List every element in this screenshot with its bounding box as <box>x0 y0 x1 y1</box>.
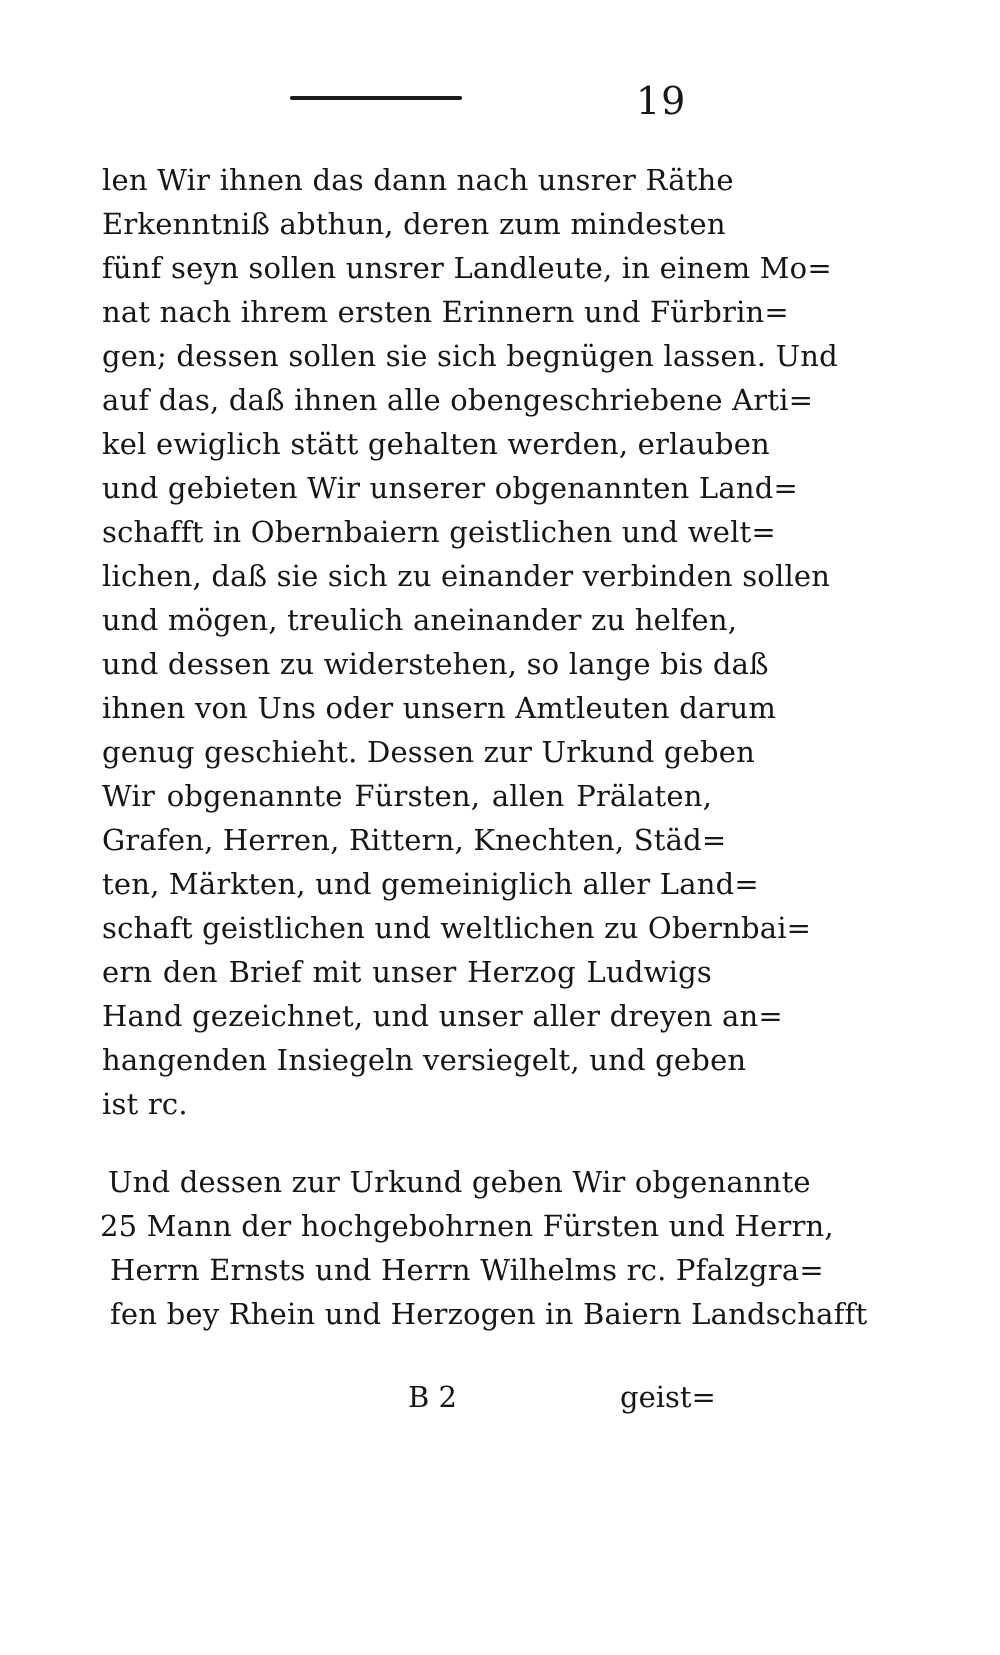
text-line: schafft in Obernbaiern geistlichen und welt= <box>102 515 776 549</box>
text-line: Hand gezeichnet, und unser aller dreyen an= <box>102 999 783 1033</box>
text-line: und mögen, treulich aneinander zu helfen, <box>102 603 738 637</box>
text-line: nat nach ihrem ersten Erinnern und Fürbrin= <box>102 295 789 329</box>
text-line: ern den Brief mit unser Herzog Ludwigs <box>102 955 712 989</box>
text-line: lichen, daß sie sich zu einander verbinden sollen <box>102 559 831 593</box>
text-line: auf das, daß ihnen alle obengeschriebene Arti= <box>102 383 814 417</box>
text-line: ten, Märkten, und gemeiniglich aller Land= <box>102 867 759 901</box>
text-line: Wir obgenannte Fürsten, allen Prälaten, <box>102 779 712 813</box>
text-line: und gebieten Wir unserer obgenannten Land= <box>102 471 799 505</box>
text-line: 25 Mann der hochgebohrnen Fürsten und Herrn, <box>100 1209 834 1243</box>
text-line: gen; dessen sollen sie sich begnügen lassen. Und <box>102 339 838 373</box>
text-line: Herrn Ernsts und Herrn Wilhelms rc. Pfalzgra= <box>110 1253 824 1287</box>
text-line: Grafen, Herren, Rittern, Knechten, Städ= <box>102 823 727 857</box>
text-line: fünf seyn sollen unsrer Landleute, in einem Mo= <box>102 251 832 285</box>
text-line: Erkenntniß abthun, deren zum mindesten <box>102 207 726 241</box>
signature-mark: B 2 <box>408 1380 457 1414</box>
text-line: fen bey Rhein und Herzogen in Baiern Landschafft <box>110 1297 868 1331</box>
text-line: ist rc. <box>102 1087 188 1121</box>
text-line: schaft geistlichen und weltlichen zu Obernbai= <box>102 911 812 945</box>
text-line: hangenden Insiegeln versiegelt, und geben <box>102 1043 747 1077</box>
text-line: Und dessen zur Urkund geben Wir obgenannte <box>108 1165 811 1199</box>
text-line: genug geschieht. Dessen zur Urkund geben <box>102 735 756 769</box>
page-number: 19 <box>636 79 687 123</box>
text-line: kel ewiglich stätt gehalten werden, erlauben <box>102 427 770 461</box>
catchword: geist= <box>620 1380 716 1414</box>
text-line: ihnen von Uns oder unsern Amtleuten darum <box>102 691 777 725</box>
text-line: und dessen zu widerstehen, so lange bis daß <box>102 647 769 681</box>
text-line: len Wir ihnen das dann nach unsrer Räthe <box>102 163 734 197</box>
header-rule <box>290 96 462 100</box>
